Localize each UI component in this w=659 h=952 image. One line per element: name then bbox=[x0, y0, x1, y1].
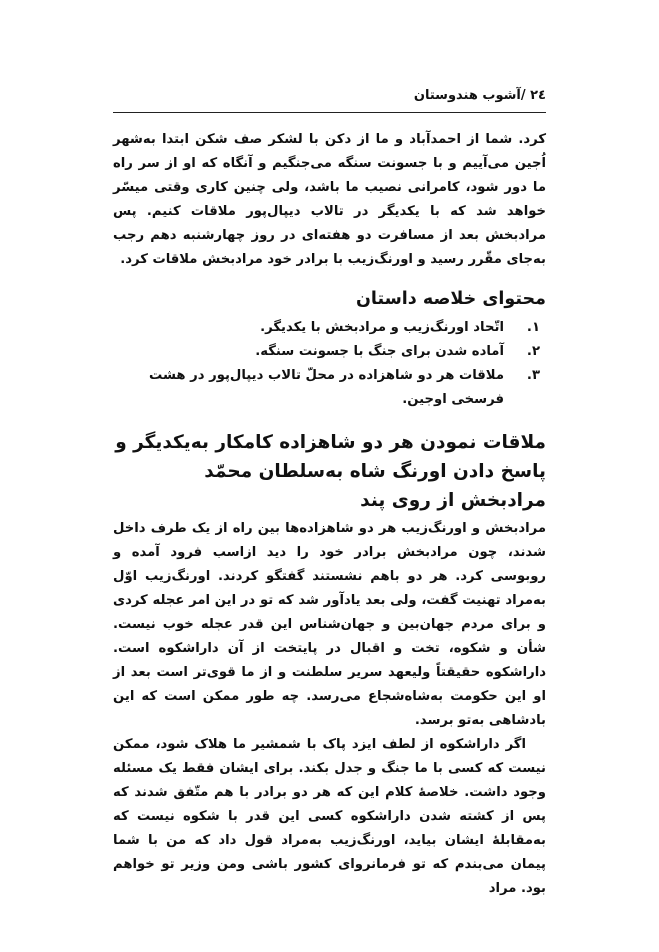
section-paragraph-2: اگر داراشکوه از لطف ایزد پاک با شمشیر ما هلاک شود، ممکن نیست که کسی با ما جنگ و جدل بکند. برای ایشان فقط یک مسئله وجود داشت. خلاصۀ کلام این که هر دو برادر با هم متّفق شدند که پس از کشته شدن داراشکوه کسی این قدر با شکوه نیست که به‌مقابلۀ ایشان بیاید، اورنگ‌زیب به‌مراد قول داد که من با شما پیمان می‌بندم که تو فرمانروای کشور باشی ومن وزیر تو خواهم بود. مراد bbox=[113, 737, 546, 896]
summary-item-number: ٣. bbox=[526, 368, 540, 383]
summary-item-text: ملاقات هر دو شاهزاده در محلّ تالاب دیپال‌پور در هشت فرسخی اوجین. bbox=[149, 368, 504, 407]
summary-item-number: ١. bbox=[526, 320, 540, 335]
summary-heading: محتوای خلاصه داستان bbox=[355, 289, 546, 309]
summary-item-number: ٢. bbox=[526, 344, 540, 359]
running-header: ٢٤ /آشوب هندوستان bbox=[413, 88, 546, 103]
header-divider bbox=[113, 112, 546, 113]
summary-item-text: آماده شدن برای جنگ با جسونت سنگه. bbox=[255, 344, 504, 359]
section-paragraph-1: مرادبخش و اورنگ‌زیب هر دو شاهزاده‌ها بین راه از یک طرف داخل شدند، چون مرادبخش برادر خود را دید ازاسب فرود آمده و روبوسی کرد. هر دو باهم نشستند گفتگو کردند. اورنگ‌زیب اوّل به‌مراد تهنیت گفت، ولی بعد یادآور شد که تو در این امر عجله کردی و برای مردم جهان‌بین و جهان‌شناس این قدر عجله خوب نیست. شأن و شکوه، تخت و اقبال در پایتخت از آن داراشکوه است. داراشکوه حقیقتاً ولیعهد سریر سلطنت و از ما قوی‌تر است بعد از او این حکومت به‌شاه‌شجاع می‌رسد. چه طور ممکن است که این بادشاهی به‌تو برسد. bbox=[113, 521, 546, 728]
summary-list bbox=[113, 316, 546, 412]
summary-item bbox=[113, 340, 546, 364]
section-heading: ملاقات نمودن هر دو شاهزاده کامکار به‌یکدیگر و پاسخ دادن اورنگ شاه به‌سلطان محمّد مرادبخش از روی پند bbox=[115, 432, 546, 511]
page-content bbox=[113, 128, 546, 901]
intro-paragraph: کرد. شما از احمدآباد و ما از دکن با لشکر صف شکن ابتدا به‌شهر اُجین می‌آییم و با جسونت سنگه می‌جنگیم و آنگاه که او از سر راه ما دور شود، کامرانی نصیب ما باشد، ولی چنین کاری وقتی میسّر خواهد شد که با یکدیگر در تالاب دیپال‌پور ملاقات کنیم. پس مرادبخش بعد از مسافرت دو هفته‌ای در روز چهارشنبه دهم رجب به‌جای مقّرر رسید و اورنگ‌زیب با برادر خود مرادبخش ملاقات کرد. bbox=[113, 132, 546, 267]
summary-item-text: اتّحاد اورنگ‌زیب و مرادبخش با یکدیگر. bbox=[260, 320, 504, 335]
summary-item bbox=[113, 364, 546, 412]
summary-item bbox=[113, 316, 546, 340]
